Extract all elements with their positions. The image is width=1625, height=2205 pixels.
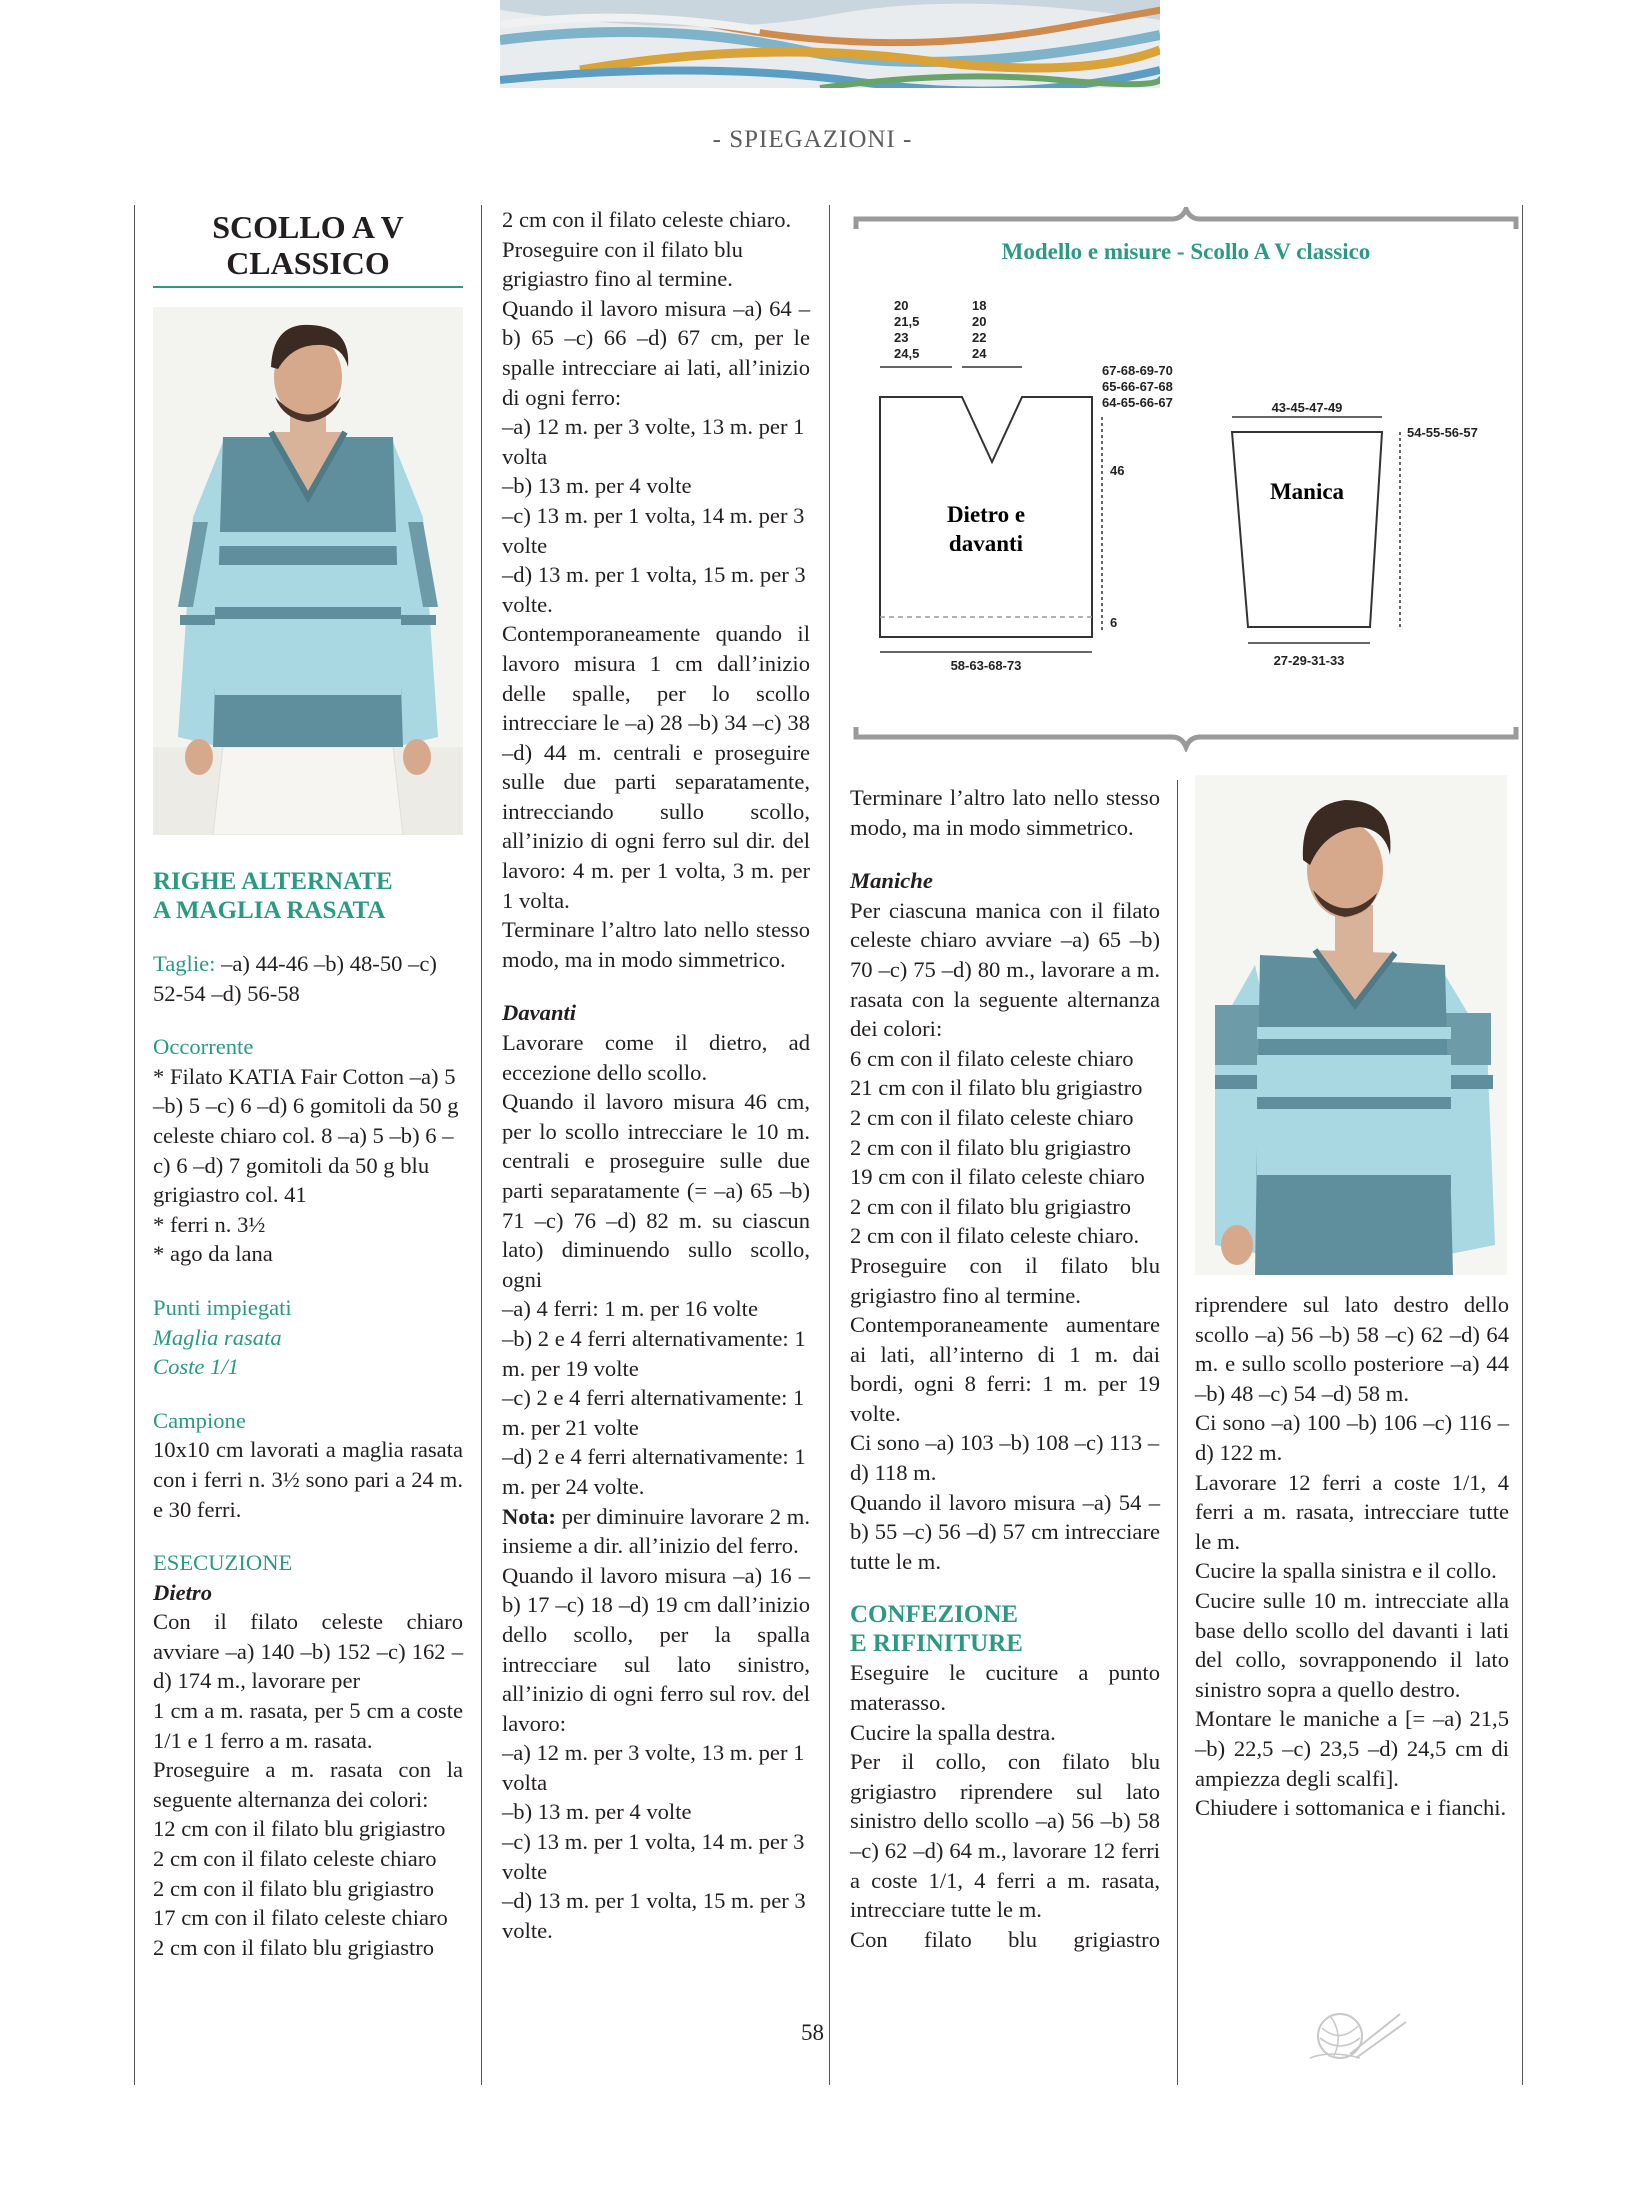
sizes: Taglie: –a) 44-46 –b) 48-50 –c) 52-54 –d) 56-58 xyxy=(153,951,437,1006)
finishing-heading: CONFEZIONE E RIFINITURE xyxy=(850,1601,1023,1658)
back-line: 12 cm con il filato blu grigiastro xyxy=(153,1816,446,1842)
body-label: davanti xyxy=(948,531,1024,556)
sleeves-heading: Maniche xyxy=(850,868,933,894)
front-line: Quando il lavoro misura 46 cm, per lo scollo intrecciare le 10 m. centrali e proseguire sulle due parti separatamente (= –a) 65 –b) 71 –c) 76 –d) 82 m. su ciascun lato) diminuendo sullo scollo, ogni xyxy=(502,1089,810,1292)
model-photo-front xyxy=(153,307,463,835)
front-line: –d) 2 e 4 ferri alternativamente: 1 m. per 24 volte. xyxy=(502,1444,806,1499)
finishing-line: Cucire sulle 10 m. intrecciate alla base dello scollo del davanti i lati del collo, sovrapponendo il lato sinistro sopra a quello destro. xyxy=(1195,1587,1509,1702)
back-line: –c) 13 m. per 1 volta, 14 m. per 3 volte xyxy=(502,502,805,558)
sleeves-line: Ci sono –a) 103 –b) 108 –c) 113 –d) 118 m. xyxy=(850,1430,1160,1486)
front-line: Quando il lavoro misura –a) 16 –b) 17 –c) 18 –d) 19 cm dall’inizio dello scollo, per la spalla intrecciare sul lato sinistro, all’inizio di ogni ferro sul rov. del lavoro: xyxy=(502,1562,810,1736)
materials-heading: Occorrente xyxy=(153,1034,254,1060)
back-line: 17 cm con il filato celeste chiaro xyxy=(153,1905,448,1931)
column-rule xyxy=(1177,780,1178,2085)
materials-item: * ago da lana xyxy=(153,1241,273,1267)
front-end: Terminare l’altro lato nello stesso modo, ma in modo simmetrico. xyxy=(850,785,1160,840)
back-line: 2 cm con il filato celeste chiaro. xyxy=(502,207,792,232)
column-rule xyxy=(134,205,135,2085)
shoulder-size: 20 xyxy=(894,298,909,313)
front-line: –c) 2 e 4 ferri alternativamente: 1 m. per 21 volte xyxy=(502,1385,805,1440)
height-size: 65-66-67-68 xyxy=(1102,379,1173,394)
execution-heading: ESECUZIONE xyxy=(153,1550,293,1576)
column-rule xyxy=(829,205,830,2085)
back-line: –d) 13 m. per 1 volta, 15 m. per 3 volte. xyxy=(502,562,806,617)
front-line: –b) 2 e 4 ferri alternativamente: 1 m. per 19 volte xyxy=(502,1325,806,1381)
bracket-top xyxy=(856,209,1516,229)
neck-size: 22 xyxy=(972,330,987,345)
shoulder-size: 23 xyxy=(894,330,909,345)
measurements-diagram xyxy=(852,207,1520,752)
back-line: –b) 13 m. per 4 volte xyxy=(502,473,692,499)
height-size: 64-65-66-67 xyxy=(1102,395,1173,410)
back-line: 2 cm con il filato blu grigiastro xyxy=(153,1934,435,1960)
subtitle: RIGHE ALTERNATE A MAGLIA RASATA xyxy=(153,868,393,924)
sleeves-line: 2 cm con il filato blu grigiastro xyxy=(850,1134,1132,1160)
stitches-heading: Punti impiegati xyxy=(153,1294,292,1320)
column-1-text xyxy=(153,867,463,1962)
back-line: –a) 12 m. per 3 volte, 13 m. per 1 volta xyxy=(502,414,805,469)
finishing-line: Cucire la spalla destra. xyxy=(850,1719,1056,1745)
stitch-item: Maglia rasata xyxy=(153,1324,282,1350)
sleeve-bottom: 27-29-31-33 xyxy=(1273,653,1345,668)
finishing-line: Per il collo, con filato blu grigiastro riprendere sul lato sinistro dello scollo –a) 56 –b) 58 –c) 62 –d) 64 m., lavorare 12 ferri a coste 1/1, 4 ferri a m. rasata, intrecciare tutte le m. xyxy=(850,1749,1160,1923)
back-line: 1 cm a m. rasata, per 5 cm a coste 1/1 e 1 ferro a m. rasata. xyxy=(153,1698,463,1753)
sleeves-line: 19 cm con il filato celeste chiaro xyxy=(850,1164,1145,1190)
sleeves-line: 6 cm con il filato celeste chiaro xyxy=(850,1045,1134,1071)
sleeve-outline xyxy=(1232,432,1382,627)
bracket-bottom xyxy=(856,727,1516,747)
neck-size: 20 xyxy=(972,314,987,329)
finishing-line: Montare le maniche a [= –a) 21,5 –b) 22,5 –c) 23,5 –d) 24,5 cm di ampiezza degli scalfi]. xyxy=(1195,1706,1509,1791)
model-photo-side xyxy=(1195,775,1507,1275)
body-width: 58-63-68-73 xyxy=(950,658,1022,673)
front-line: –a) 12 m. per 3 volte, 13 m. per 1 volta xyxy=(502,1740,805,1795)
column-2 xyxy=(502,205,810,1945)
pattern-title: SCOLLO A V CLASSICO xyxy=(212,209,404,281)
back-line: Con il filato celeste chiaro avviare –a) 140 –b) 152 –c) 162 –d) 174 m., lavorare per xyxy=(153,1609,463,1694)
front-line: –d) 13 m. per 1 volta, 15 m. per 3 volte. xyxy=(502,1888,806,1943)
front-line: Lavorare come il dietro, ad eccezione dello scollo. xyxy=(502,1030,810,1085)
page-number: 58 xyxy=(801,2020,824,2045)
finishing-line: Eseguire le cuciture a punto materasso. xyxy=(850,1660,1160,1716)
front-heading: Davanti xyxy=(502,1000,577,1026)
title-divider xyxy=(153,286,463,288)
sleeves-line: Per ciascuna manica con il filato celeste chiaro avviare –a) 65 –b) 70 –c) 75 –d) 80 m., lavorare a m. rasata con la seguente alternanza dei colori: xyxy=(850,897,1160,1042)
back-line: Proseguire con il filato blu grigiastro fino al termine. xyxy=(502,236,743,292)
body-label: Dietro e xyxy=(946,502,1026,527)
sleeves-line: Contemporaneamente aumentare ai lati, all’interno di 1 m. dai bordi, ogni 8 ferri: 1 m. per 19 volte. xyxy=(850,1312,1160,1426)
back-line: Quando il lavoro misura –a) 64 –b) 65 –c) 66 –d) 67 cm, per le spalle intrecciare ai lati, all’inizio di ogni ferro: xyxy=(502,295,810,410)
back-line: Proseguire a m. rasata con la seguente alternanza dei colori: xyxy=(153,1757,463,1812)
sleeve-length: 54-55-56-57 xyxy=(1407,425,1478,440)
finishing-line: Ci sono –a) 100 –b) 106 –c) 116 –d) 122 m. xyxy=(1195,1410,1509,1465)
column-rule xyxy=(481,205,482,2085)
diagram-title: Modello e misure - Scollo A V classico xyxy=(1001,239,1371,264)
sleeve-top: 43-45-47-49 xyxy=(1271,400,1343,415)
materials-item: * ferri n. 3½ xyxy=(153,1211,266,1237)
column-rule xyxy=(1522,205,1523,2085)
back-line: 2 cm con il filato celeste chiaro xyxy=(153,1846,437,1872)
finishing-line: Cucire la spalla sinistra e il collo. xyxy=(1195,1558,1497,1584)
sleeves-line: Quando il lavoro misura –a) 54 –b) 55 –c) 56 –d) 57 cm intrecciare tutte le m. xyxy=(850,1489,1160,1574)
sleeves-line: 2 cm con il filato blu grigiastro xyxy=(850,1193,1132,1219)
gauge-heading: Campione xyxy=(153,1407,246,1433)
sleeves-line: 2 cm con il filato celeste chiaro. xyxy=(850,1223,1140,1249)
materials-item: * Filato KATIA Fair Cotton –a) 5 –b) 5 –c) 6 –d) 6 gomitoli da 50 g celeste chiaro col. 8 –a) 5 –b) 6 –c) 6 –d) 7 gomitoli da 50 g blu grigiastro col. 41 xyxy=(153,1063,459,1208)
back-line: 2 cm con il filato blu grigiastro xyxy=(153,1875,435,1901)
body-height: 46 xyxy=(1110,463,1125,478)
back-heading: Dietro xyxy=(153,1579,212,1605)
column-4 xyxy=(1195,1290,1509,1823)
sleeves-line: 21 cm con il filato blu grigiastro xyxy=(850,1075,1143,1101)
finishing-line: Lavorare 12 ferri a coste 1/1, 4 ferri a m. rasata, intrecciare tutte le m. xyxy=(1195,1469,1509,1554)
gauge-text: 10x10 cm lavorati a maglia rasata con i ferri n. 3½ sono pari a 24 m. e 30 ferri. xyxy=(153,1437,463,1522)
knit-texture-banner xyxy=(500,0,1160,88)
shoulder-size: 24,5 xyxy=(894,346,920,361)
front-line: –c) 13 m. per 1 volta, 14 m. per 3 volte xyxy=(502,1829,805,1884)
finishing-line: Con filato blu grigiastro xyxy=(850,1926,1160,1952)
finishing-line: riprendere sul lato destro dello scollo –a) 56 –b) 58 –c) 62 –d) 64 m. e sullo scollo posteriore –a) 44 –b) 48 –c) 54 –d) 58 m. xyxy=(1195,1292,1509,1406)
sleeves-line: 2 cm con il filato celeste chiaro xyxy=(850,1104,1134,1130)
column-3 xyxy=(850,783,1160,1954)
sleeves-line: Proseguire con il filato blu grigiastro fino al termine. xyxy=(850,1252,1160,1308)
finishing-line: Chiudere i sottomanica e i fianchi. xyxy=(1195,1795,1507,1821)
sleeve-label: Manica xyxy=(1269,479,1345,504)
section-header: - SPIEGAZIONI - xyxy=(712,126,913,153)
column-1 xyxy=(153,205,463,288)
height-size: 67-68-69-70 xyxy=(1102,363,1173,378)
stitch-item: Coste 1/1 xyxy=(153,1354,239,1380)
neck-size: 18 xyxy=(972,298,987,313)
rib-height: 6 xyxy=(1110,615,1118,630)
shoulder-size: 21,5 xyxy=(894,314,920,329)
back-line: Contemporaneamente quando il lavoro misura 1 cm dall’inizio delle spalle, per lo scollo intrecciare le –a) 28 –b) 34 –c) 38 –d) 44 m. centrali e proseguire sulle due parti separatamente, intrecciando sullo scollo, all’inizio di ogni ferro sul dir. del lavoro: 4 m. per 1 volta, 3 m. per 1 volta. xyxy=(502,621,810,913)
front-line: –a) 4 ferri: 1 m. per 16 volte xyxy=(502,1296,758,1322)
neck-size: 24 xyxy=(972,346,987,361)
front-note: Nota: per diminuire lavorare 2 m. insieme a dir. all’inizio del ferro. xyxy=(502,1503,810,1559)
back-line: Terminare l’altro lato nello stesso modo, ma in modo simmetrico. xyxy=(502,917,810,972)
front-line: –b) 13 m. per 4 volte xyxy=(502,1799,692,1825)
